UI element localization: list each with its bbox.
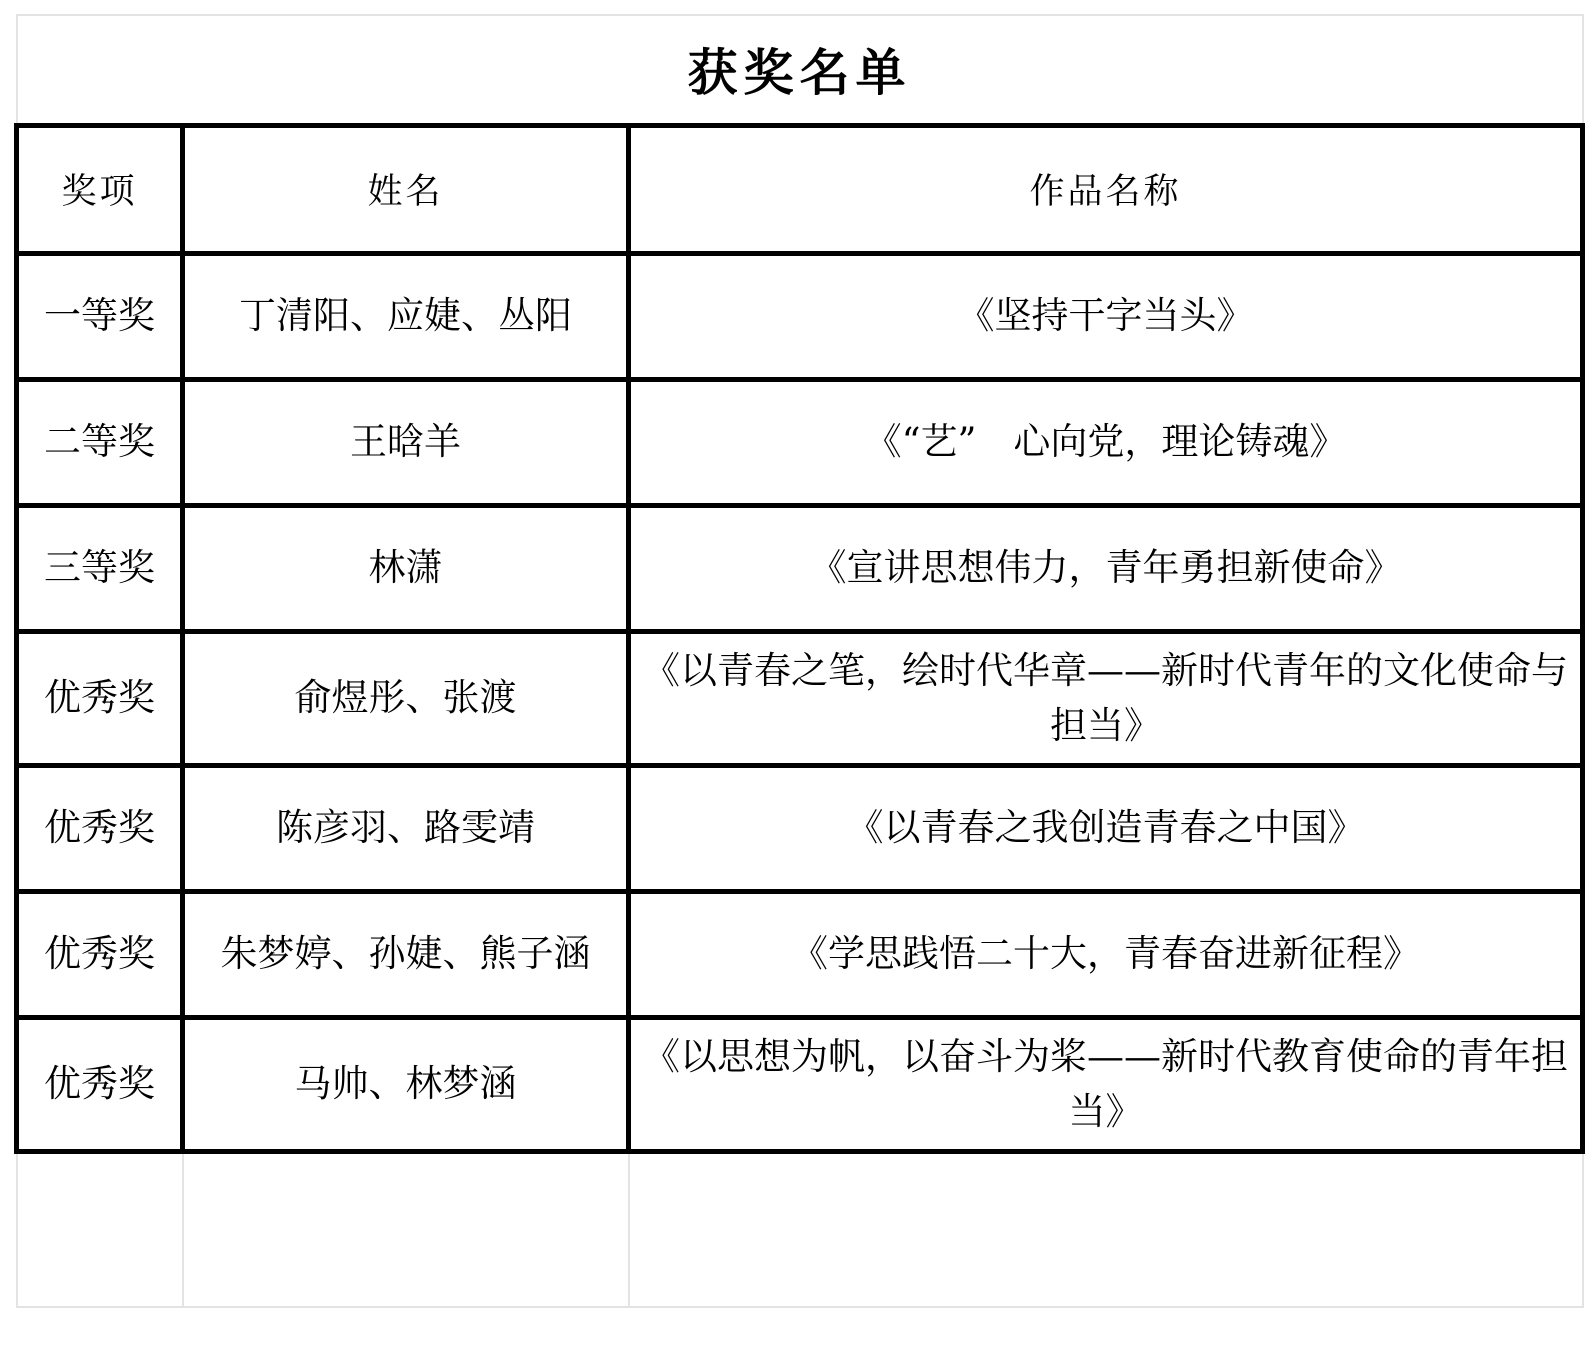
page-title: 获奖名单 <box>17 15 1583 125</box>
cell-work-title: 《以思想为帆，以奋斗为桨——新时代教育使命的青年担当》 <box>629 1017 1583 1151</box>
awards-table <box>14 14 1585 1308</box>
cell-award: 二等奖 <box>17 379 183 505</box>
cell-names: 丁清阳、应婕、丛阳 <box>183 253 629 379</box>
cell-names: 马帅、林梦涵 <box>183 1017 629 1151</box>
cell-names: 俞煜彤、张渡 <box>183 631 629 765</box>
cell-work-title: 《学思践悟二十大，青春奋进新征程》 <box>629 891 1583 1017</box>
table-row <box>17 1017 1583 1151</box>
cell-names: 陈彦羽、路雯靖 <box>183 765 629 891</box>
cell-award: 优秀奖 <box>17 1017 183 1151</box>
cell-names: 王晗羊 <box>183 379 629 505</box>
cell-award-empty <box>17 1151 183 1307</box>
table-row <box>17 379 1583 505</box>
cell-names: 朱梦婷、孙婕、熊子涵 <box>183 891 629 1017</box>
cell-award: 一等奖 <box>17 253 183 379</box>
cell-work-title: 《以青春之笔，绘时代华章——新时代青年的文化使命与担当》 <box>629 631 1583 765</box>
cell-work-title-empty <box>629 1151 1583 1307</box>
cell-work-title: 《“艺” 心向党，理论铸魂》 <box>629 379 1583 505</box>
header-award: 奖项 <box>17 125 183 253</box>
cell-work-title: 《以青春之我创造青春之中国》 <box>629 765 1583 891</box>
cell-award: 三等奖 <box>17 505 183 631</box>
cell-names: 林潇 <box>183 505 629 631</box>
table-row <box>17 765 1583 891</box>
title-row <box>17 15 1583 125</box>
table-row-empty <box>17 1151 1583 1307</box>
header-work-title: 作品名称 <box>629 125 1583 253</box>
cell-names-empty <box>183 1151 629 1307</box>
cell-work-title: 《坚持干字当头》 <box>629 253 1583 379</box>
cell-award: 优秀奖 <box>17 765 183 891</box>
header-names: 姓名 <box>183 125 629 253</box>
cell-work-title: 《宣讲思想伟力，青年勇担新使命》 <box>629 505 1583 631</box>
table-row <box>17 891 1583 1017</box>
table-row <box>17 631 1583 765</box>
table-header-row <box>17 125 1583 253</box>
table-row <box>17 253 1583 379</box>
cell-award: 优秀奖 <box>17 631 183 765</box>
table-row <box>17 505 1583 631</box>
cell-award: 优秀奖 <box>17 891 183 1017</box>
